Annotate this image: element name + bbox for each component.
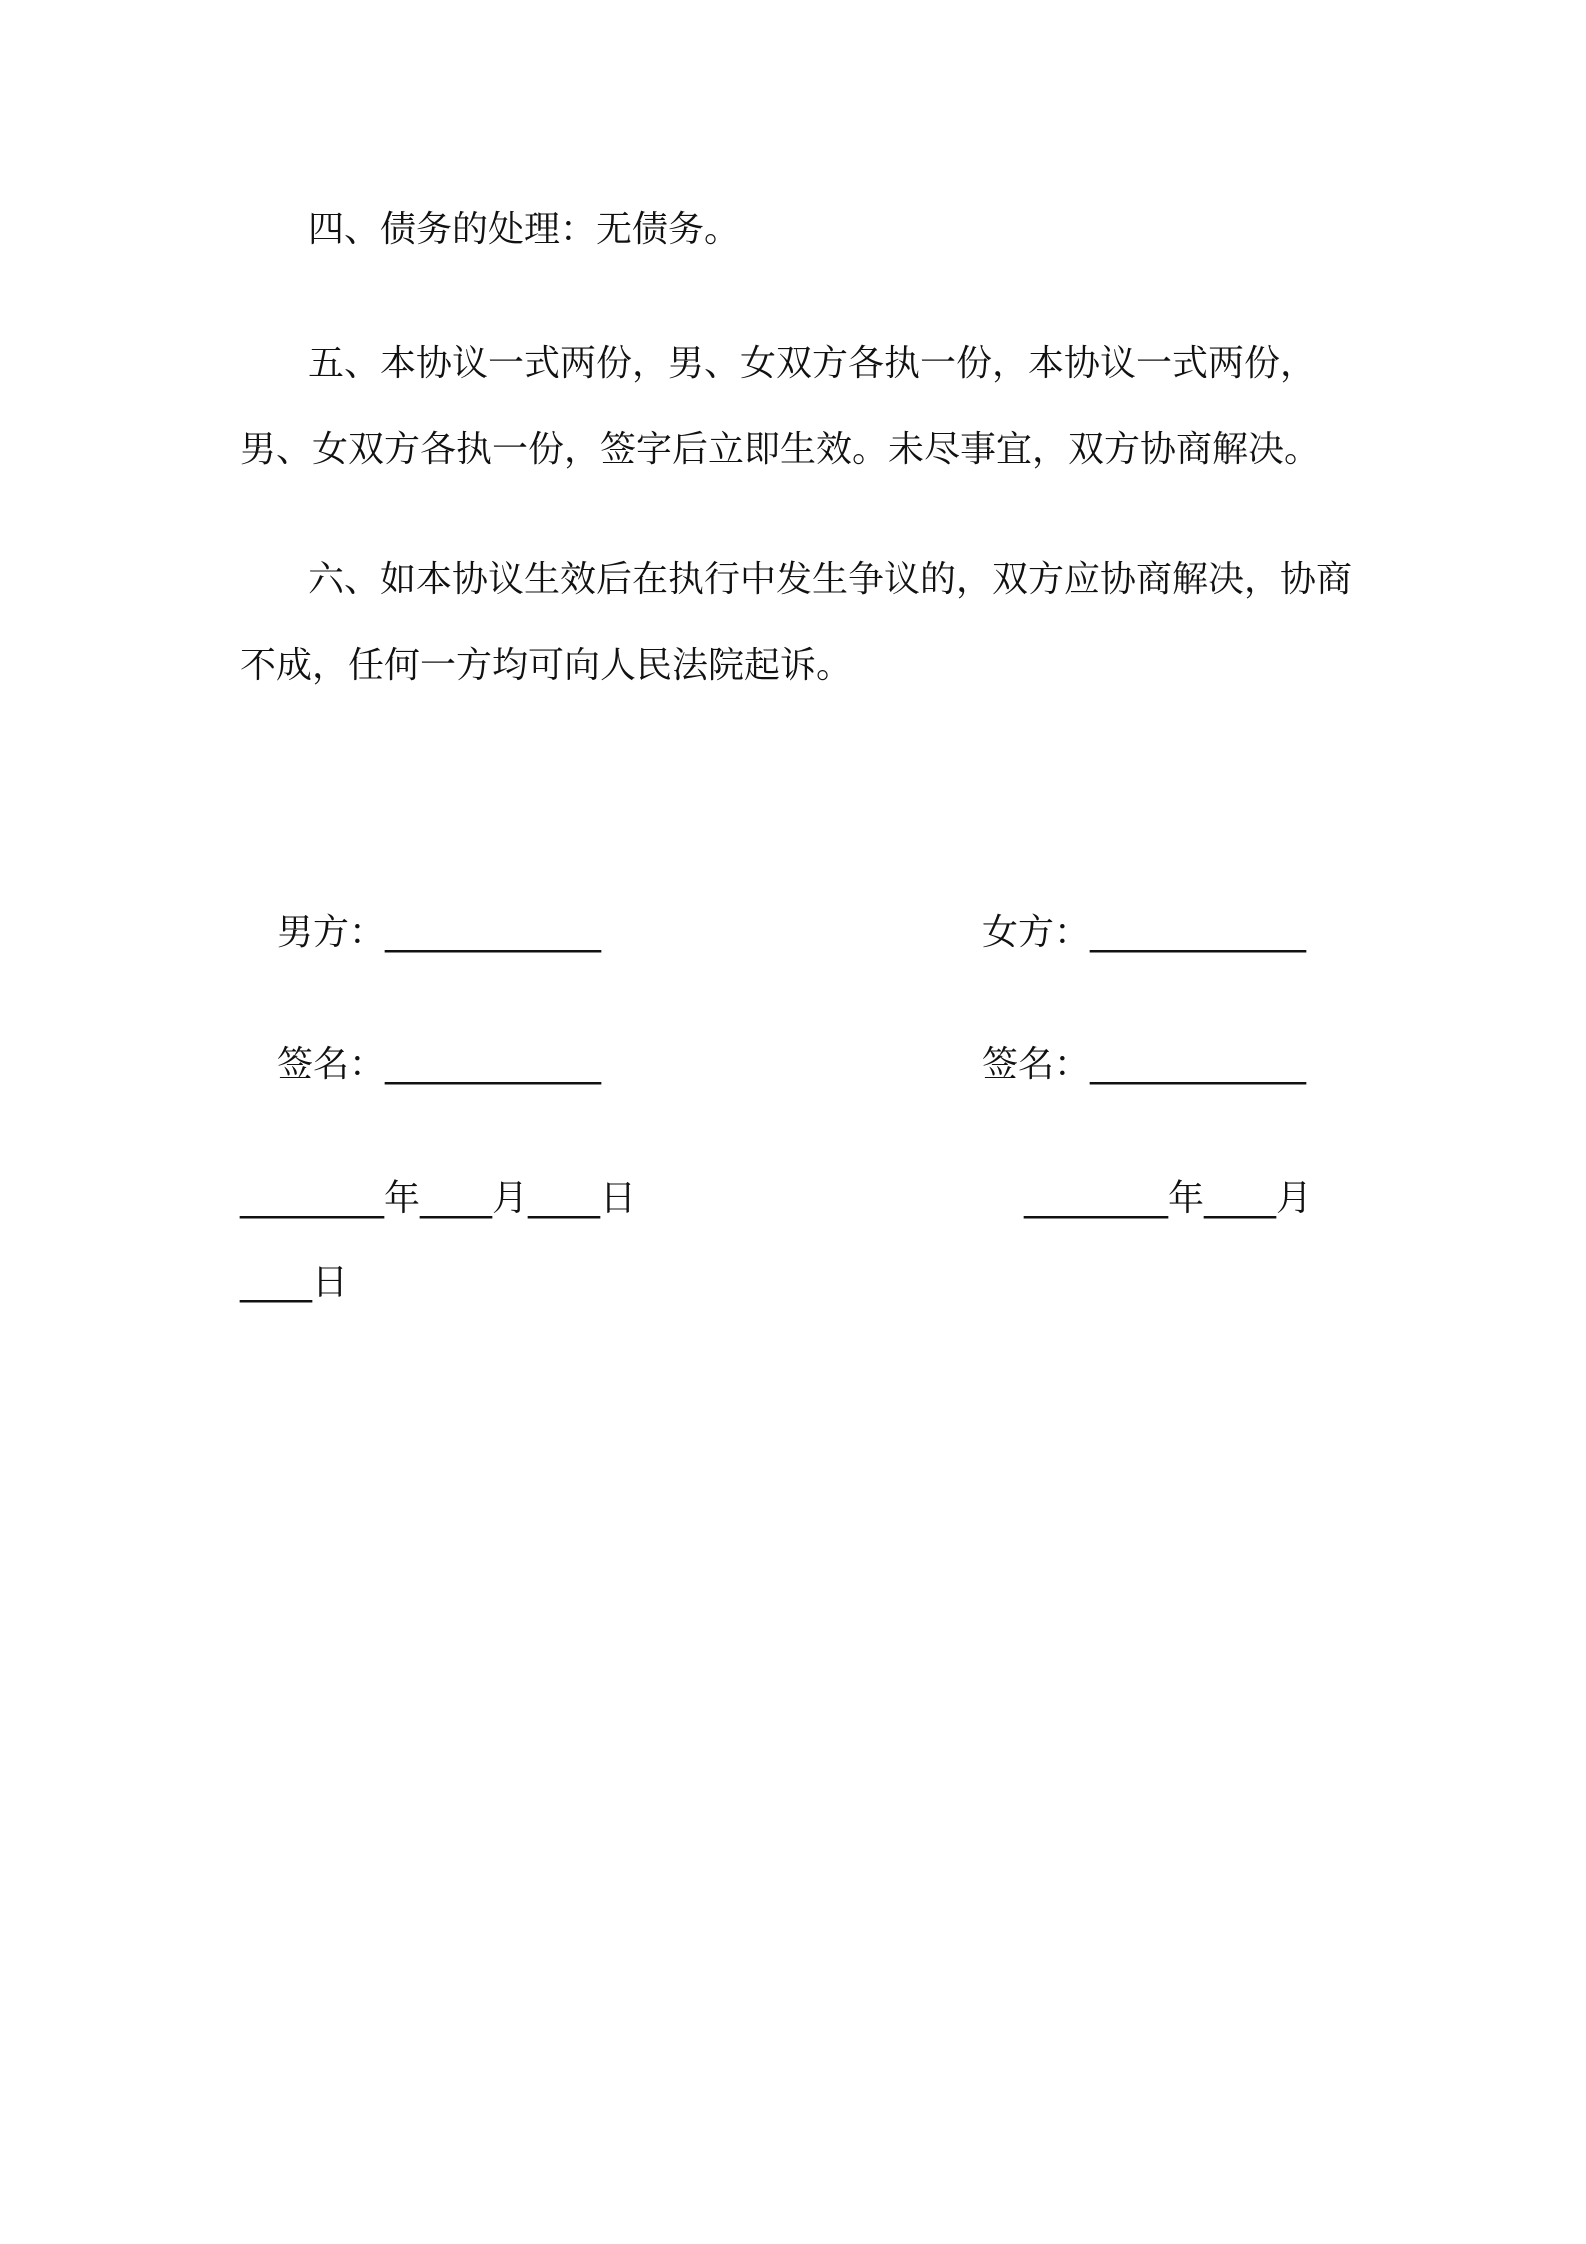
female-date-day-field: ____日 [240, 1262, 349, 1303]
female-party-field: 女方：____________ [982, 912, 1307, 953]
female-signature-field: 签名：____________ [982, 1044, 1307, 1085]
male-party-field: 男方：____________ [277, 912, 602, 953]
clause-dispute-resolution: 六、如本协议生效后在执行中发生争议的，双方应协商解决，协商不成，任何一方均可向人民法院起诉。 [240, 559, 1353, 686]
male-signature-field: 签名：____________ [277, 1044, 602, 1085]
clause-copies-and-effect: 五、本协议一式两份，男、女双方各执一份，本协议一式两份，男、女双方各执一份，签字后立即生效。未尽事宜，双方协商解决。 [240, 343, 1321, 470]
male-date-field: ________年____月____日 [240, 1178, 636, 1219]
clause-debt-handling: 四、债务的处理：无债务。 [308, 209, 741, 250]
female-date-field: ________年____月 [1024, 1178, 1313, 1219]
